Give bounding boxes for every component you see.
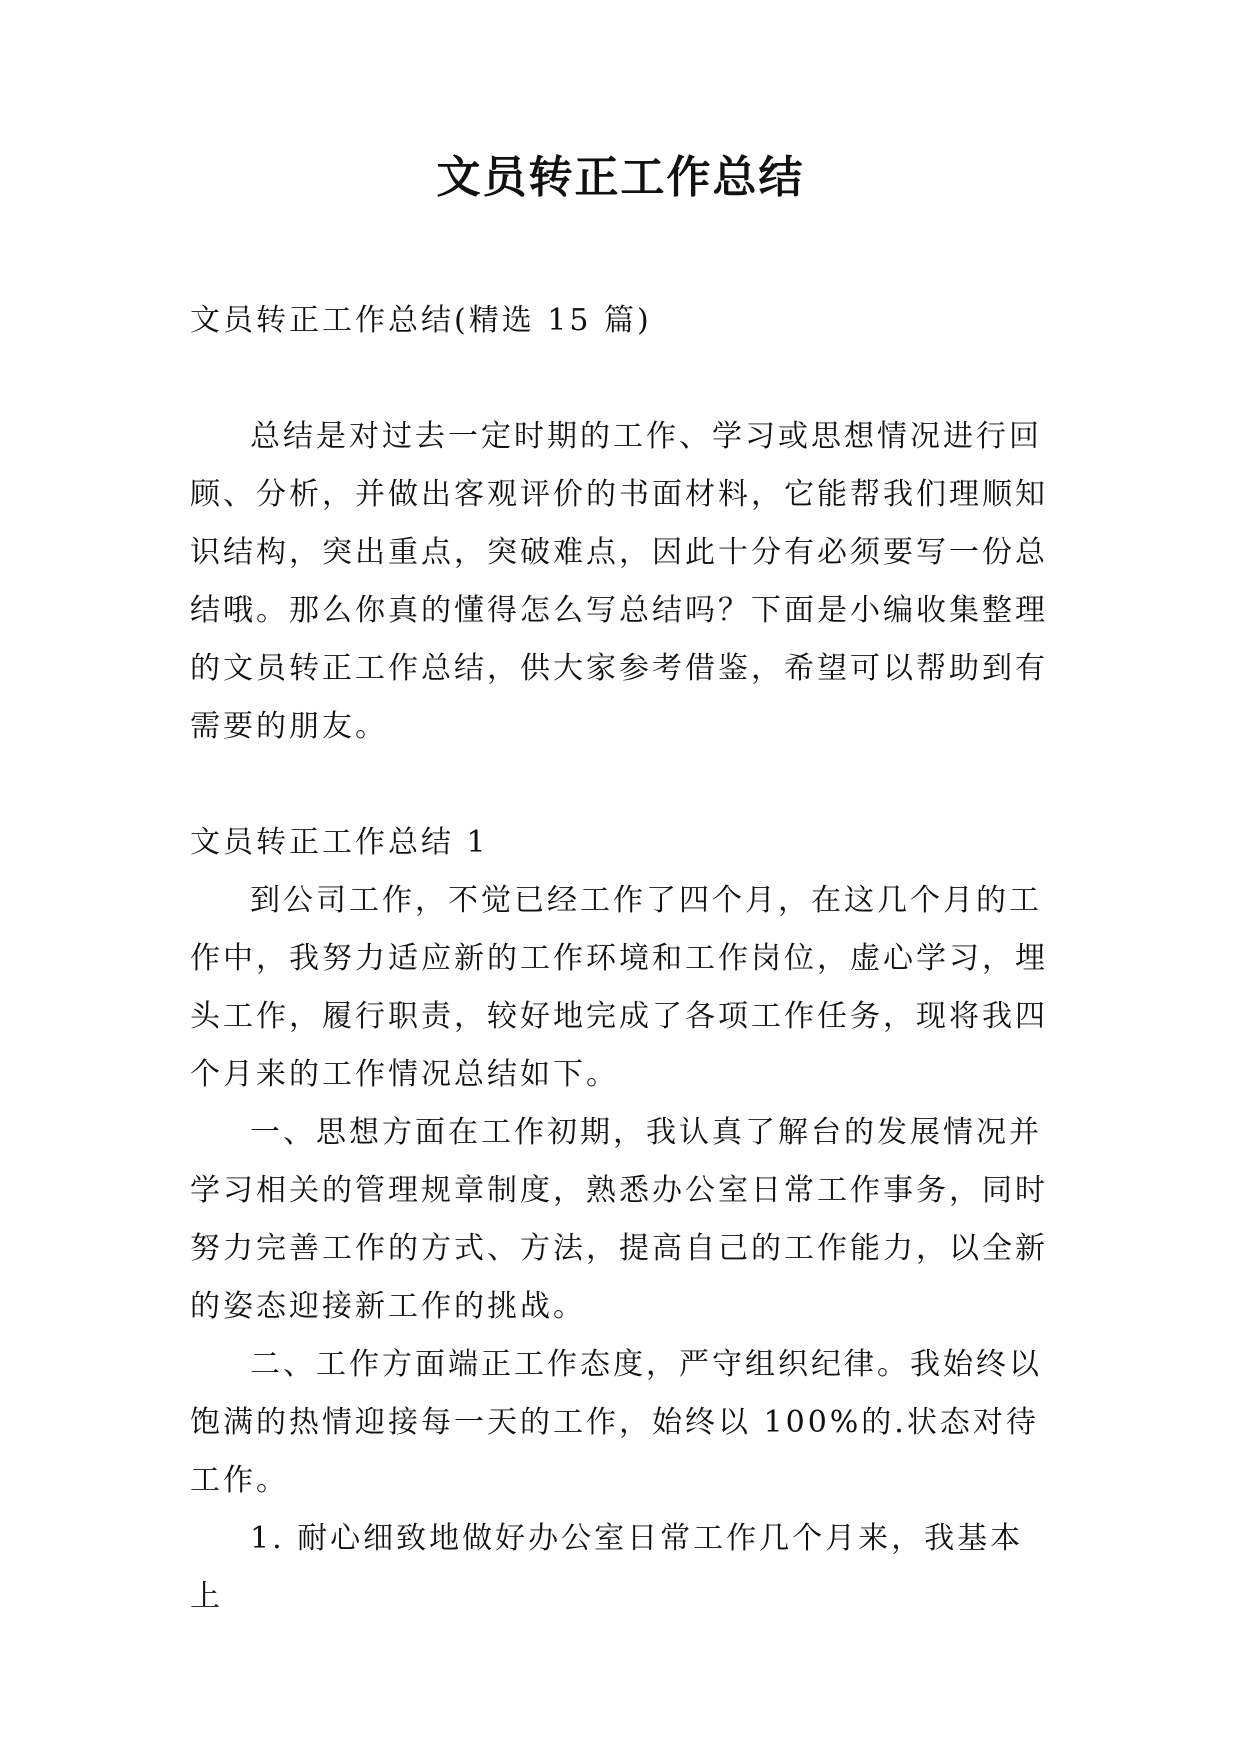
body-paragraph: 到公司工作，不觉已经工作了四个月，在这几个月的工作中，我努力适应新的工作环境和工作岗位，虚心学习，埋头工作，履行职责，较好地完成了各项工作任务，现将我四个月来的工作情况总结如下。 [190, 883, 1048, 1092]
spacer [190, 756, 1052, 814]
spacer [190, 350, 1052, 408]
document-subtitle: 文员转正工作总结(精选 15 篇) [190, 303, 652, 338]
body-paragraph: 二、工作方面端正工作态度，严守组织纪律。我始终以饱满的热情迎接每一天的工作，始终以 100%的.状态对待工作。 [190, 1347, 1042, 1498]
body-paragraph: 一、思想方面在工作初期，我认真了解台的发展情况并学习相关的管理规章制度，熟悉办公室日常工作事务，同时努力完善工作的方式、方法，提高自己的工作能力，以全新的姿态迎接新工作的挑战。 [190, 1115, 1048, 1324]
section-heading: 文员转正工作总结 1 [190, 825, 489, 860]
document-body [190, 292, 1052, 1626]
document-title: 文员转正工作总结 [436, 152, 805, 203]
body-paragraph: 1. 耐心细致地做好办公室日常工作几个月来，我基本上 [190, 1521, 1024, 1614]
intro-paragraph: 总结是对过去一定时期的工作、学习或思想情况进行回顾、分析，并做出客观评价的书面材料，它能帮我们理顺知识结构，突出重点，突破难点，因此十分有必须要写一份总结哦。那么你真的懂得怎么写总结吗？下面是小编收集整理的文员转正工作总结，供大家参考借鉴，希望可以帮助到有需要的朋友。 [190, 419, 1048, 744]
